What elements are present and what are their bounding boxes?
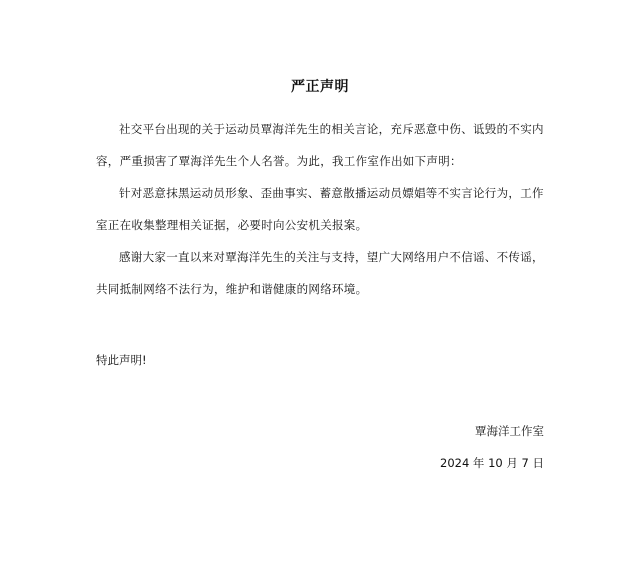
document-date: 2024 年 10 月 7 日 xyxy=(440,456,544,470)
paragraph-1: 社交平台出现的关于运动员覃海洋先生的相关言论，充斥恶意中伤、诋毁的不实内容，严重损害了覃海洋先生个人名誉。为此，我工作室作出如下声明： xyxy=(96,122,544,168)
signer-name: 覃海洋工作室 xyxy=(475,424,544,438)
paragraph-2: 针对恶意抹黑运动员形象、歪曲事实、蓄意散播运动员嫖娼等不实言论行为，工作室正在收集整理相关证据，必要时向公安机关报案。 xyxy=(96,186,544,232)
closing-line: 特此声明! xyxy=(96,353,147,367)
document-title: 严正声明 xyxy=(291,79,349,95)
paragraph-3: 感谢大家一直以来对覃海洋先生的关注与支持，望广大网络用户不信谣、不传谣，共同抵制网络不法行为，维护和谐健康的网络环境。 xyxy=(96,250,544,296)
